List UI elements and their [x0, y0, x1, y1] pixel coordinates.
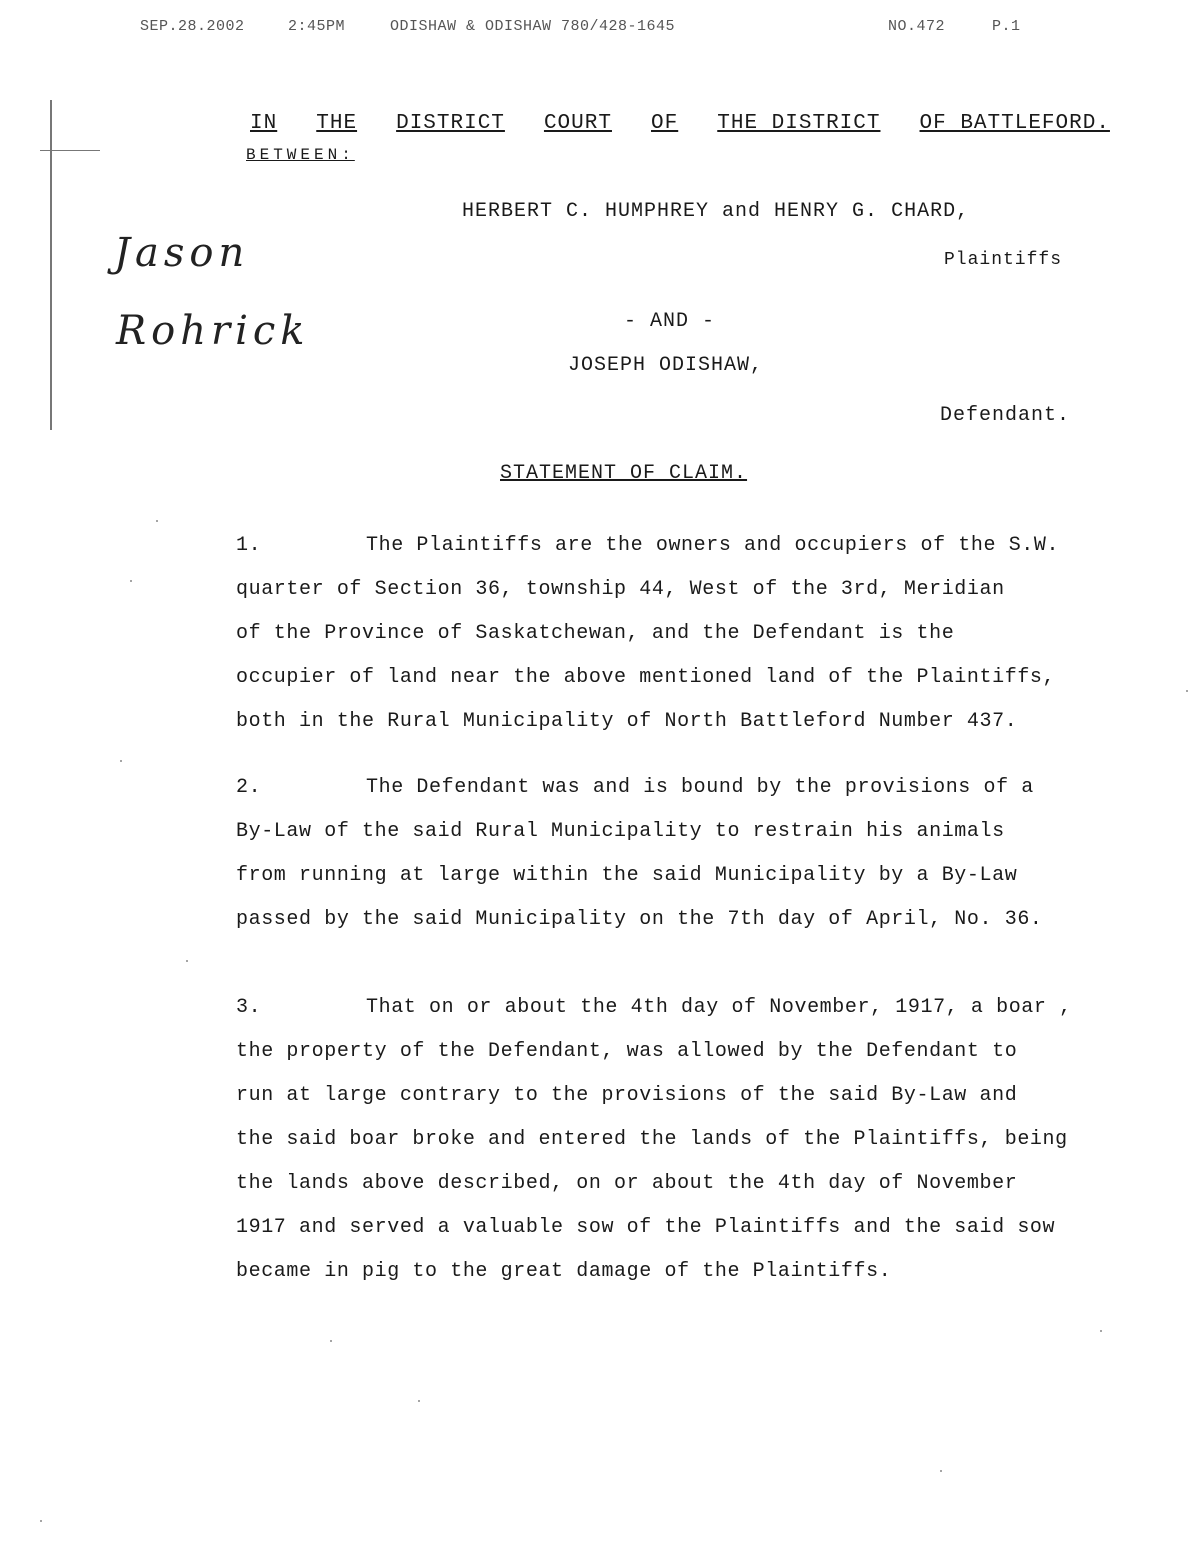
fax-speck — [1186, 690, 1188, 692]
paragraph-line: the said boar broke and entered the lands of the Plaintiffs, being — [236, 1128, 1068, 1151]
fax-number: NO.472 — [888, 18, 946, 35]
paragraph-text: The Plaintiffs are the owners and occupiers of the S.W. — [366, 534, 1060, 557]
fax-speck — [130, 580, 132, 582]
paragraph-text: The Defendant was and is bound by the provisions of a — [366, 776, 1034, 799]
defendant-label: Defendant. — [940, 404, 1071, 427]
paragraph-number: 2. — [236, 776, 262, 799]
fax-speck — [120, 760, 122, 762]
court-title — [250, 112, 1110, 135]
and-separator: - AND - — [624, 310, 716, 333]
paragraph-3 — [236, 986, 1126, 1294]
paragraph-line: became in pig to the great damage of the Plaintiffs. — [236, 1260, 892, 1283]
paragraph-line — [236, 524, 1126, 568]
fax-sender: ODISHAW & ODISHAW 780/428-1645 — [390, 18, 676, 35]
court-word: THE DISTRICT — [717, 112, 881, 135]
fax-speck — [330, 1340, 332, 1342]
paragraph-line: of the Province of Saskatchewan, and the Defendant is the — [236, 622, 955, 645]
handwritten-first-name: Jason — [114, 230, 250, 276]
fax-speck — [1100, 1330, 1102, 1332]
paragraph-line: from running at large within the said Municipality by a By-Law — [236, 864, 1018, 887]
paragraph-text: That on or about the 4th day of November, 1917, a boar , — [366, 996, 1072, 1019]
plaintiffs-label: Plaintiffs — [944, 250, 1063, 270]
court-word: OF — [651, 112, 679, 135]
fax-speck — [418, 1400, 420, 1402]
paragraph-number: 3. — [236, 996, 262, 1019]
fax-speck — [940, 1470, 942, 1472]
fax-time: 2:45PM — [288, 18, 346, 35]
court-word: IN — [250, 112, 278, 135]
paragraph-1 — [236, 524, 1126, 744]
paragraph-line: run at large contrary to the provisions of the said By-Law and — [236, 1084, 1018, 1107]
paragraph-line: both in the Rural Municipality of North Battleford Number 437. — [236, 710, 1018, 733]
paragraph-line: quarter of Section 36, township 44, West of the 3rd, Meridian — [236, 578, 1005, 601]
paragraph-2 — [236, 766, 1126, 942]
defendant-name: JOSEPH ODISHAW, — [568, 354, 764, 377]
fax-date: SEP.28.2002 — [140, 18, 245, 35]
court-word: COURT — [543, 112, 612, 135]
paragraph-line: passed by the said Municipality on the 7th day of April, No. 36. — [236, 908, 1043, 931]
fax-speck — [40, 1520, 42, 1522]
plaintiffs-names: HERBERT C. HUMPHREY and HENRY G. CHARD, — [462, 200, 970, 223]
court-word: OF BATTLEFORD. — [919, 112, 1110, 135]
statement-title: STATEMENT OF CLAIM. — [500, 462, 748, 485]
paragraph-line: By-Law of the said Rural Municipality to restrain his animals — [236, 820, 1005, 843]
court-word: DISTRICT — [396, 112, 505, 135]
fax-page: P.1 — [992, 18, 1021, 35]
paragraph-line — [236, 986, 1126, 1030]
margin-dash — [40, 150, 100, 151]
paragraph-line: the property of the Defendant, was allowed by the Defendant to — [236, 1040, 1018, 1063]
between-label: BETWEEN: — [246, 146, 355, 164]
handwritten-last-name: Rohrick — [116, 308, 310, 354]
paragraph-line — [236, 766, 1126, 810]
paragraph-number: 1. — [236, 534, 262, 557]
paragraph-line: occupier of land near the above mentioned land of the Plaintiffs, — [236, 666, 1056, 689]
fax-speck — [156, 520, 158, 522]
fax-speck — [186, 960, 188, 962]
paragraph-line: the lands above described, on or about the 4th day of November — [236, 1172, 1018, 1195]
paragraph-line: 1917 and served a valuable sow of the Plaintiffs and the said sow — [236, 1216, 1056, 1239]
court-word: THE — [316, 112, 358, 135]
